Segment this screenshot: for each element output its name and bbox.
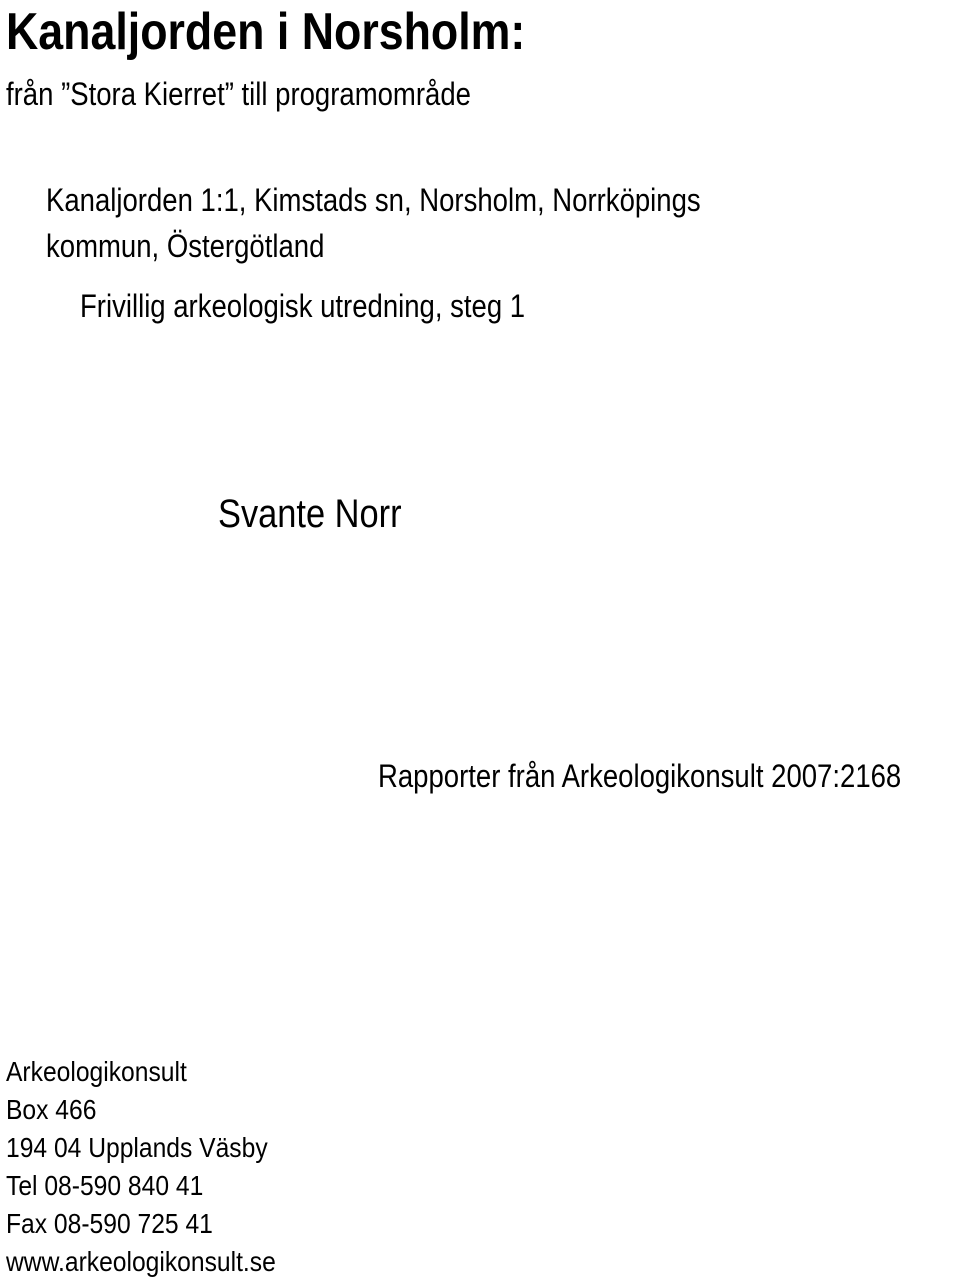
report-series: Rapporter från Arkeologikonsult 2007:2168: [378, 758, 902, 794]
postal-box: Box 466: [6, 1094, 97, 1125]
location-line-2: kommun, Östergötland: [46, 228, 325, 264]
fax: Fax 08-590 725 41: [6, 1208, 213, 1239]
company-name: Arkeologikonsult: [6, 1056, 187, 1087]
location-line-1: Kanaljorden 1:1, Kimstads sn, Norsholm, Norrköpings: [46, 182, 701, 218]
report-title: Kanaljorden i Norsholm:: [6, 3, 526, 61]
postal-city: 194 04 Upplands Väsby: [6, 1132, 268, 1163]
author-name: Svante Norr: [218, 492, 402, 536]
survey-type: Frivillig arkeologisk utredning, steg 1: [80, 288, 526, 324]
telephone: Tel 08-590 840 41: [6, 1170, 204, 1201]
report-subtitle: från ”Stora Kierret” till programområde: [6, 76, 471, 112]
website-link[interactable]: www.arkeologikonsult.se: [6, 1246, 276, 1277]
